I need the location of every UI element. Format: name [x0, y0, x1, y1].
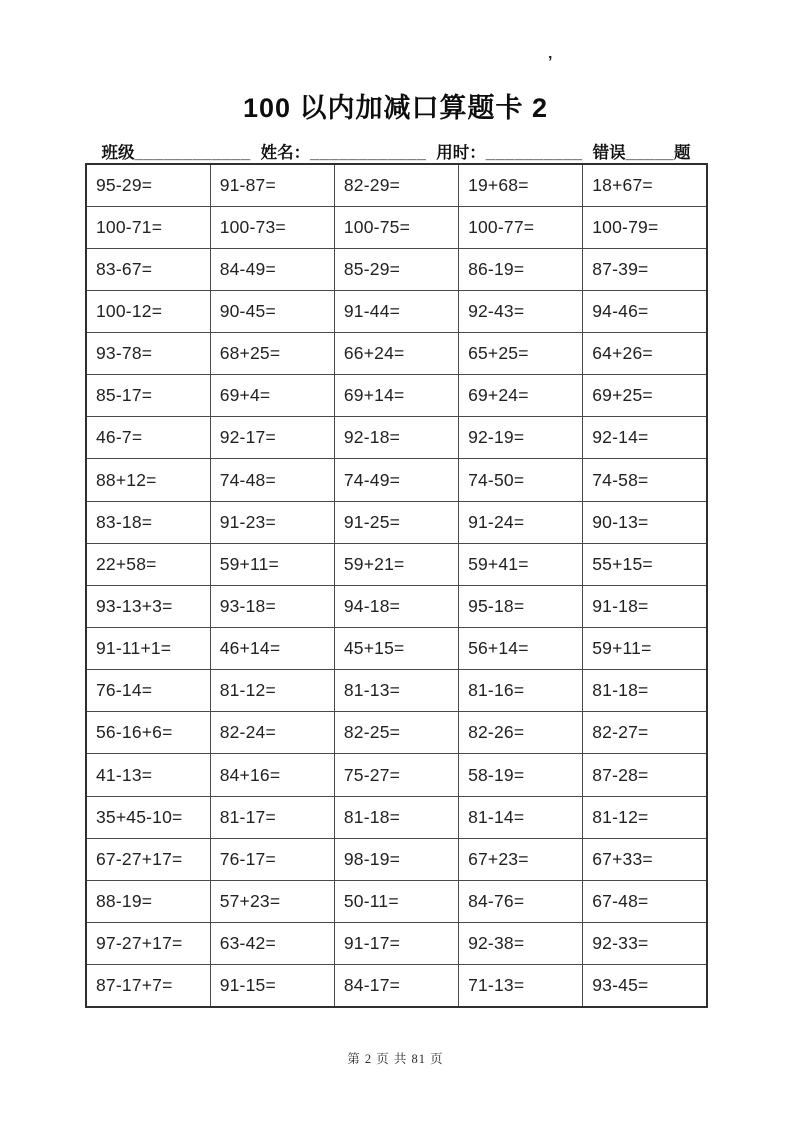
problem-cell: 85-17= — [86, 375, 210, 417]
table-row — [86, 501, 707, 543]
problem-cell: 83-67= — [86, 248, 210, 290]
problem-cell: 91-87= — [210, 164, 334, 206]
problem-cell: 56+14= — [459, 628, 583, 670]
time-label: 用时： — [436, 144, 486, 162]
stray-comma-mark: ’ — [548, 54, 553, 71]
problem-cell: 81-12= — [583, 796, 707, 838]
table-row — [86, 375, 707, 417]
table-row — [86, 290, 707, 332]
problem-cell: 84-76= — [459, 880, 583, 922]
problem-cell: 81-16= — [459, 670, 583, 712]
problem-cell: 69+14= — [334, 375, 458, 417]
problem-cell: 82-25= — [334, 712, 458, 754]
problem-cell: 92-18= — [334, 417, 458, 459]
problem-cell: 64+26= — [583, 333, 707, 375]
problem-cell: 59+21= — [334, 543, 458, 585]
problem-cell: 91-17= — [334, 923, 458, 965]
name-label: 姓名： — [260, 144, 311, 162]
problem-cell: 74-50= — [459, 459, 583, 501]
problem-cell: 85-29= — [334, 248, 458, 290]
table-row — [86, 796, 707, 838]
problem-cell: 66+24= — [334, 333, 458, 375]
errors-blank-line: _____ — [625, 144, 674, 162]
problem-cell: 91-15= — [210, 965, 334, 1007]
table-row — [86, 417, 707, 459]
problem-cell: 74-58= — [583, 459, 707, 501]
table-row — [86, 880, 707, 922]
problem-cell: 95-29= — [86, 164, 210, 206]
problem-cell: 92-14= — [583, 417, 707, 459]
problem-cell: 55+15= — [583, 543, 707, 585]
time-blank-line: __________ — [485, 144, 583, 162]
problem-cell: 74-48= — [210, 459, 334, 501]
problem-cell: 92-43= — [459, 290, 583, 332]
table-row — [86, 712, 707, 754]
errors-unit-label: 题 — [673, 144, 691, 162]
errors-label: 错误 — [592, 144, 626, 162]
problem-cell: 46-7= — [86, 417, 210, 459]
problem-cell: 93-13+3= — [86, 585, 210, 627]
table-row — [86, 754, 707, 796]
problem-cell: 93-45= — [583, 965, 707, 1007]
problem-cell: 35+45-10= — [86, 796, 210, 838]
problem-cell: 68+25= — [210, 333, 334, 375]
problem-cell: 59+41= — [459, 543, 583, 585]
problem-cell: 92-33= — [583, 923, 707, 965]
problem-cell: 46+14= — [210, 628, 334, 670]
problem-cell: 83-18= — [86, 501, 210, 543]
problem-cell: 57+23= — [210, 880, 334, 922]
name-blank-line: ____________ — [310, 144, 427, 162]
table-row — [86, 965, 707, 1007]
problem-cell: 84+16= — [210, 754, 334, 796]
problem-cell: 90-45= — [210, 290, 334, 332]
problem-cell: 88+12= — [86, 459, 210, 501]
table-row — [86, 333, 707, 375]
problem-cell: 71-13= — [459, 965, 583, 1007]
problem-cell: 82-27= — [583, 712, 707, 754]
table-row — [86, 248, 707, 290]
problems-table — [85, 163, 708, 1008]
problem-cell: 81-14= — [459, 796, 583, 838]
problem-cell: 94-18= — [334, 585, 458, 627]
problem-cell: 22+58= — [86, 543, 210, 585]
problem-cell: 56-16+6= — [86, 712, 210, 754]
problem-cell: 92-19= — [459, 417, 583, 459]
problem-cell: 74-49= — [334, 459, 458, 501]
problem-cell: 87-39= — [583, 248, 707, 290]
problem-cell: 94-46= — [583, 290, 707, 332]
problem-cell: 91-25= — [334, 501, 458, 543]
problem-cell: 69+24= — [459, 375, 583, 417]
problem-cell: 100-73= — [210, 206, 334, 248]
problem-cell: 67+33= — [583, 838, 707, 880]
problem-cell: 81-18= — [583, 670, 707, 712]
table-row — [86, 543, 707, 585]
page-title: 100 以内加减口算题卡 2 — [242, 93, 549, 123]
table-row — [86, 459, 707, 501]
problem-cell: 91-44= — [334, 290, 458, 332]
problem-cell: 91-24= — [459, 501, 583, 543]
problem-cell: 82-29= — [334, 164, 458, 206]
table-row — [86, 164, 707, 206]
problem-cell: 91-23= — [210, 501, 334, 543]
problem-cell: 98-19= — [334, 838, 458, 880]
problem-cell: 82-26= — [459, 712, 583, 754]
problem-cell: 76-14= — [86, 670, 210, 712]
problem-cell: 90-13= — [583, 501, 707, 543]
problem-cell: 69+4= — [210, 375, 334, 417]
problem-cell: 84-49= — [210, 248, 334, 290]
problem-table-body — [86, 164, 707, 1007]
problem-cell: 81-13= — [334, 670, 458, 712]
problem-cell: 69+25= — [583, 375, 707, 417]
problem-cell: 67+23= — [459, 838, 583, 880]
problem-cell: 67-48= — [583, 880, 707, 922]
problem-cell: 100-71= — [86, 206, 210, 248]
problem-cell: 100-75= — [334, 206, 458, 248]
problem-cell: 76-17= — [210, 838, 334, 880]
problem-cell: 91-11+1= — [86, 628, 210, 670]
problem-cell: 84-17= — [334, 965, 458, 1007]
student-info-line — [85, 139, 707, 163]
problem-cell: 92-38= — [459, 923, 583, 965]
problem-cell: 19+68= — [459, 164, 583, 206]
problem-cell: 81-17= — [210, 796, 334, 838]
class-blank-line: ____________ — [134, 144, 251, 162]
problem-cell: 45+15= — [334, 628, 458, 670]
table-row — [86, 670, 707, 712]
class-label: 班级 — [101, 144, 135, 162]
problem-cell: 50-11= — [334, 880, 458, 922]
problem-cell: 88-19= — [86, 880, 210, 922]
problem-cell: 59+11= — [583, 628, 707, 670]
page-number-footer: 第 2 页 共 81 页 — [347, 1052, 444, 1066]
problem-cell: 95-18= — [459, 585, 583, 627]
problem-cell: 100-77= — [459, 206, 583, 248]
problem-cell: 65+25= — [459, 333, 583, 375]
problem-cell: 58-19= — [459, 754, 583, 796]
table-row — [86, 206, 707, 248]
table-row — [86, 923, 707, 965]
problem-cell: 41-13= — [86, 754, 210, 796]
problem-cell: 97-27+17= — [86, 923, 210, 965]
problem-cell: 92-17= — [210, 417, 334, 459]
problem-cell: 86-19= — [459, 248, 583, 290]
problem-cell: 59+11= — [210, 543, 334, 585]
problem-cell: 63-42= — [210, 923, 334, 965]
problem-cell: 91-18= — [583, 585, 707, 627]
problem-cell: 87-28= — [583, 754, 707, 796]
problem-cell: 81-18= — [334, 796, 458, 838]
problem-cell: 93-78= — [86, 333, 210, 375]
problem-cell: 100-79= — [583, 206, 707, 248]
problem-cell: 100-12= — [86, 290, 210, 332]
table-row — [86, 628, 707, 670]
problem-cell: 18+67= — [583, 164, 707, 206]
problem-cell: 87-17+7= — [86, 965, 210, 1007]
problem-cell: 75-27= — [334, 754, 458, 796]
table-row — [86, 838, 707, 880]
problem-cell: 81-12= — [210, 670, 334, 712]
problem-cell: 93-18= — [210, 585, 334, 627]
problem-cell: 67-27+17= — [86, 838, 210, 880]
problem-cell: 82-24= — [210, 712, 334, 754]
table-row — [86, 585, 707, 627]
